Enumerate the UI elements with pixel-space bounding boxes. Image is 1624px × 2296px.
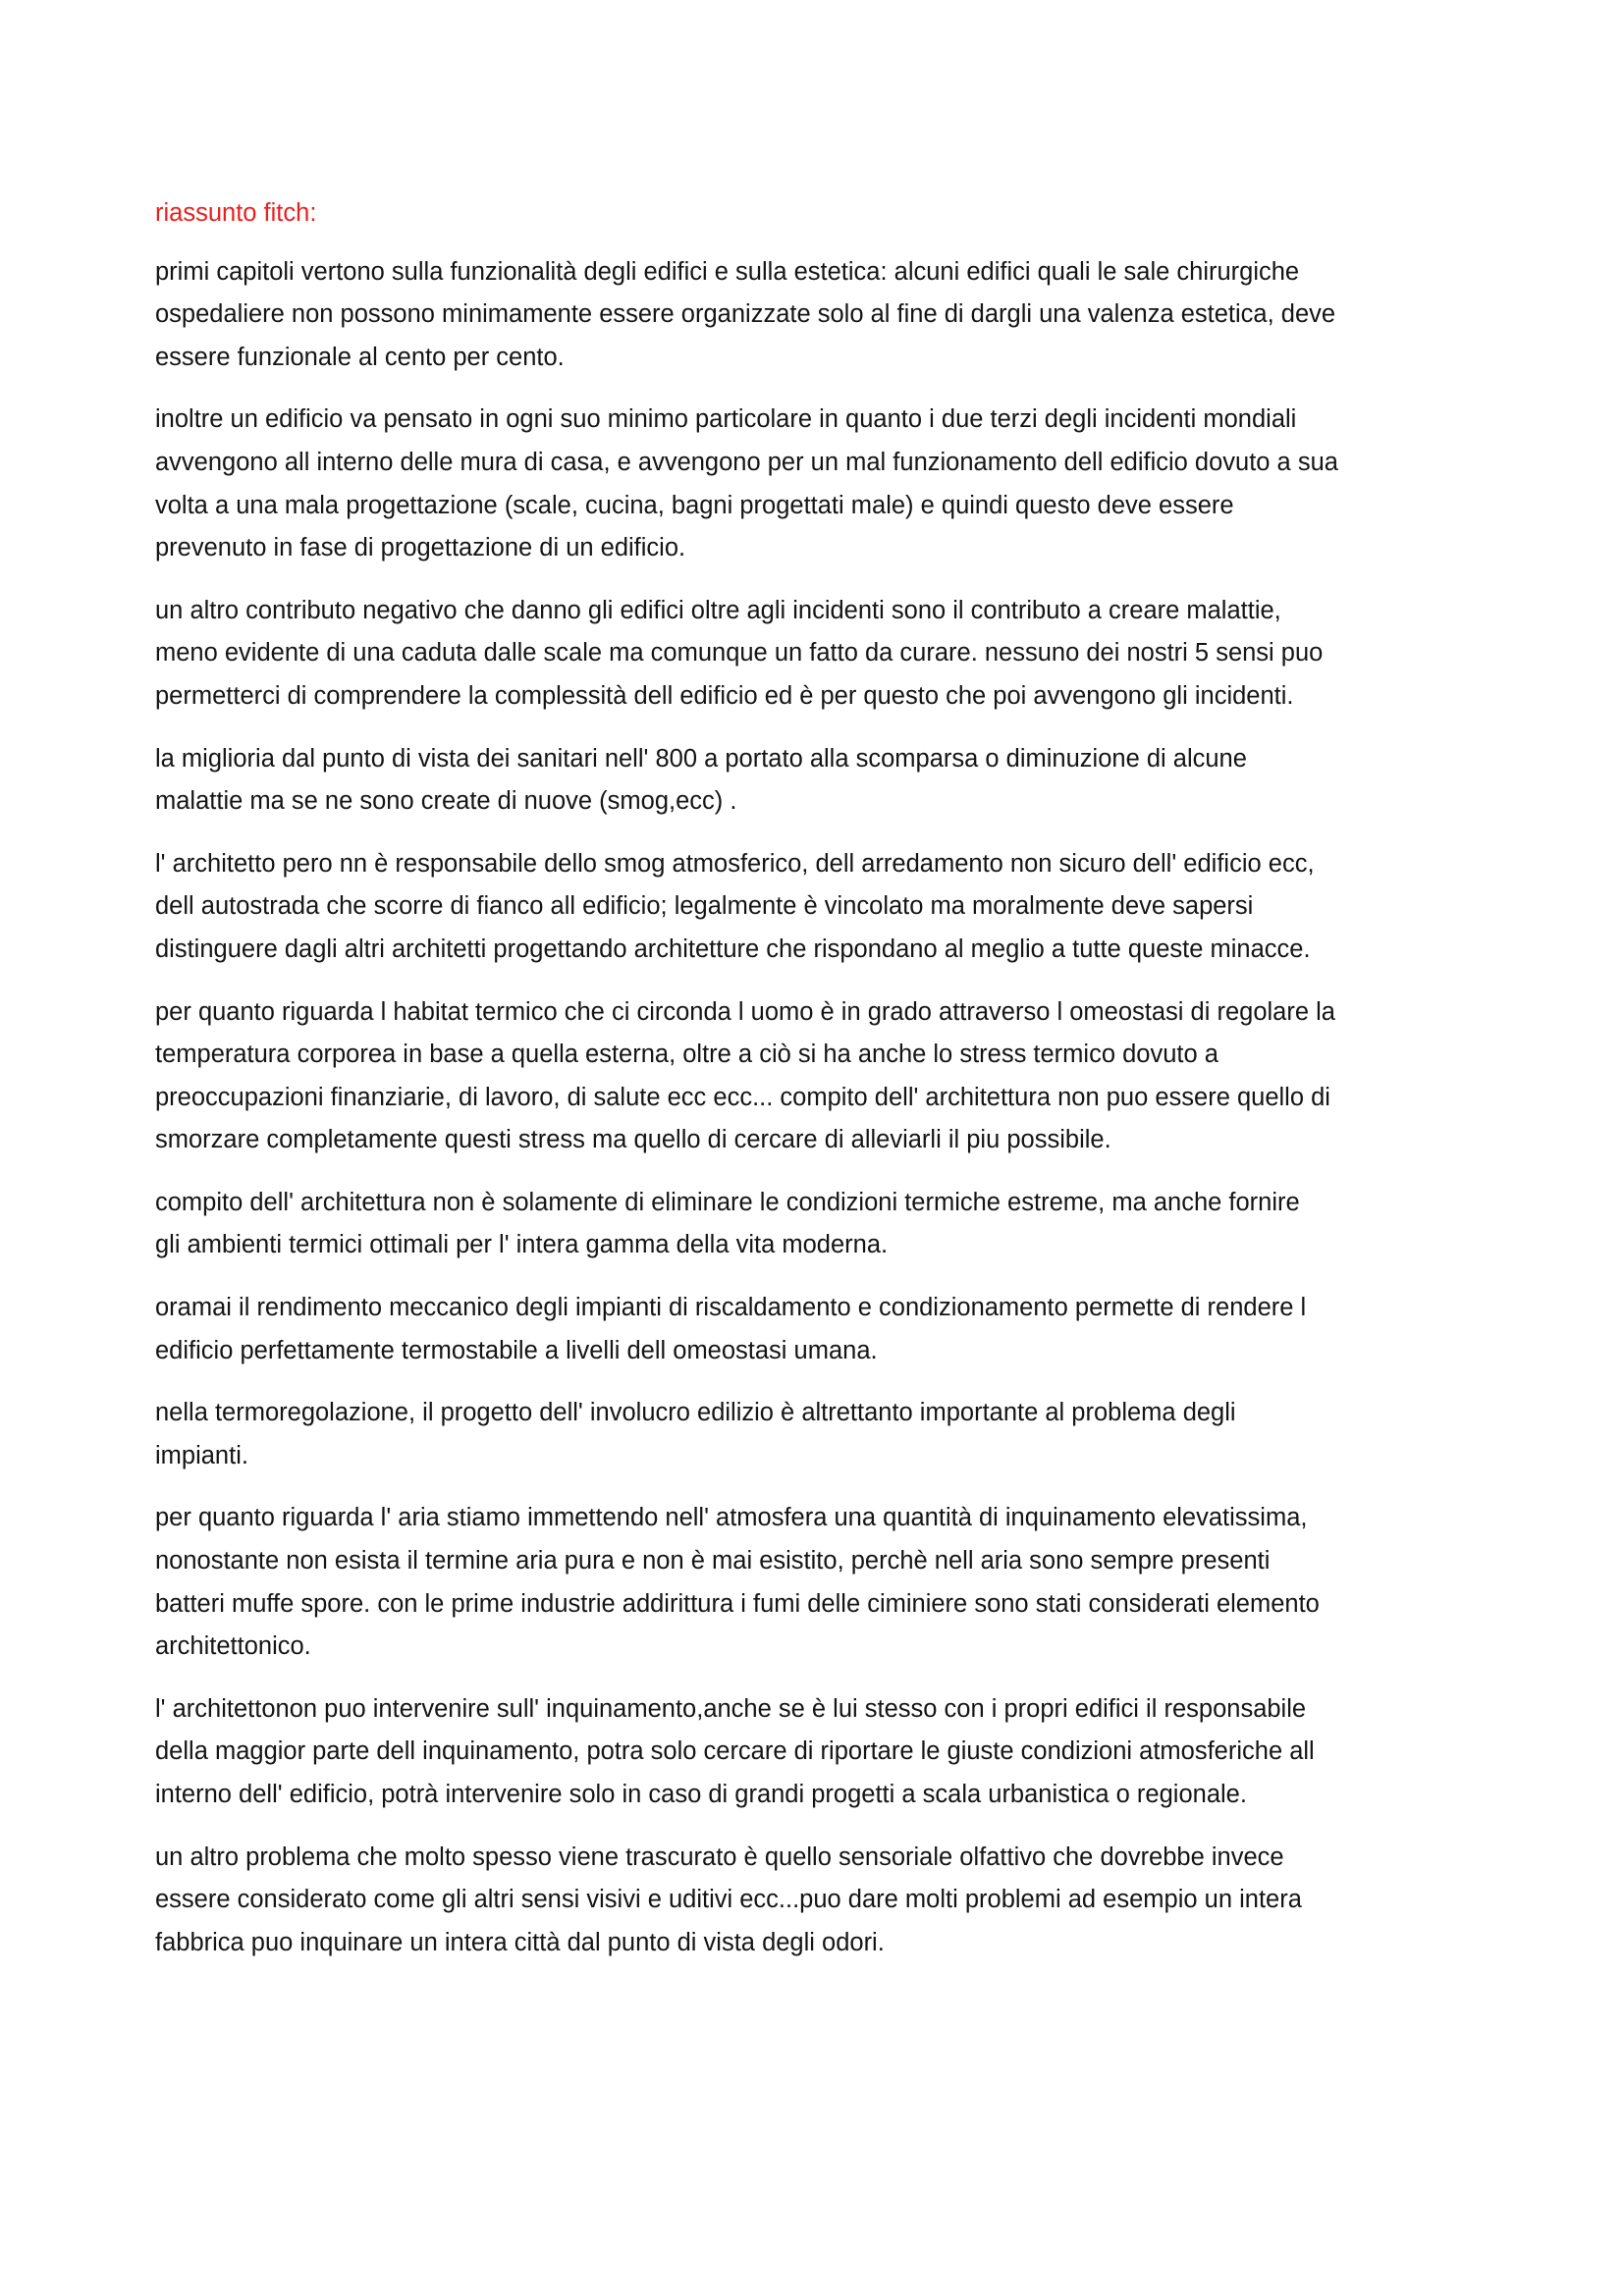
paragraph bbox=[155, 843, 1483, 972]
text-line: architettonico. bbox=[155, 1632, 311, 1661]
text-line: edificio perfettamente termostabile a livelli dell omeostasi umana. bbox=[155, 1336, 878, 1364]
text-line: un altro problema che molto spesso viene trascurato è quello sensoriale olfattivo che dovrebbe invece bbox=[155, 1842, 1284, 1871]
text-line: nella termoregolazione, il progetto dell' involucro edilizio è altrettanto importante al problema degli bbox=[155, 1399, 1236, 1427]
text-line: nonostante non esista il termine aria pura e non è mai esistito, perchè nell aria sono sempre presenti bbox=[155, 1547, 1271, 1575]
paragraph bbox=[155, 1182, 1483, 1267]
paragraph bbox=[155, 991, 1483, 1162]
text-line: distinguere dagli altri architetti progettando architetture che rispondano al meglio a tutte queste minacce. bbox=[155, 934, 1311, 963]
text-line: la miglioria dal punto di vista dei sanitari nell' 800 a portato alla scomparsa o diminuzione di alcune bbox=[155, 744, 1247, 773]
paragraph bbox=[155, 1688, 1483, 1817]
paragraph bbox=[155, 1392, 1483, 1477]
paragraph bbox=[155, 1497, 1483, 1668]
text-line: per quanto riguarda l habitat termico che ci circonda l uomo è in grado attraverso l omeostasi di regolare la bbox=[155, 997, 1335, 1026]
text-line: meno evidente di una caduta dalle scale ma comunque un fatto da curare. nessuno dei nostri 5 sensi puo bbox=[155, 639, 1324, 667]
paragraph bbox=[155, 1287, 1483, 1372]
text-line: essere considerato come gli altri sensi visivi e uditivi ecc...puo dare molti problemi ad esempio un intera bbox=[155, 1886, 1302, 1914]
text-line: temperatura corporea in base a quella esterna, oltre a ciò si ha anche lo stress termico dovuto a bbox=[155, 1041, 1218, 1069]
text-line: malattie ma se ne sono create di nuove (smog,ecc) . bbox=[155, 787, 737, 816]
document-body bbox=[155, 192, 1483, 1984]
text-line: impianti. bbox=[155, 1441, 248, 1469]
paragraph bbox=[155, 251, 1483, 380]
text-line: un altro contributo negativo che danno gli edifici oltre agli incidenti sono il contributo a creare malattie, bbox=[155, 596, 1281, 624]
text-line: volta a una mala progettazione (scale, cucina, bagni progettati male) e quindi questo deve essere bbox=[155, 491, 1234, 519]
document-title: riassunto fitch: bbox=[155, 199, 317, 227]
paragraph bbox=[155, 590, 1483, 719]
text-line: inoltre un edificio va pensato in ogni suo minimo particolare in quanto i due terzi degli incidenti mondiali bbox=[155, 405, 1297, 434]
text-line: batteri muffe spore. con le prime industrie addirittura i fumi delle ciminiere sono stati considerati elemento bbox=[155, 1589, 1320, 1618]
text-line: interno dell' edificio, potrà intervenire solo in caso di grandi progetti a scala urbanistica o regionale. bbox=[155, 1781, 1247, 1808]
text-line: compito dell' architettura non è solamente di eliminare le condizioni termiche estreme, ma anche fornire bbox=[155, 1188, 1300, 1216]
text-line: smorzare completamente questi stress ma quello di cercare di alleviarli il piu possibile. bbox=[155, 1126, 1111, 1154]
text-line: avvengono all interno delle mura di casa, e avvengono per un mal funzionamento dell edificio dovuto a sua bbox=[155, 448, 1338, 476]
text-line: fabbrica puo inquinare un intera città dal punto di vista degli odori. bbox=[155, 1928, 885, 1956]
text-line: della maggior parte dell inquinamento, potra solo cercare di riportare le giuste condizioni atmosferiche all bbox=[155, 1737, 1315, 1766]
paragraph-list bbox=[155, 251, 1483, 1965]
text-line: ospedaliere non possono minimamente essere organizzate solo al fine di dargli una valenza estetica, deve bbox=[155, 300, 1336, 329]
paragraph bbox=[155, 738, 1483, 824]
text-line: l' architetto pero nn è responsabile dello smog atmosferico, dell arredamento non sicuro dell' edificio ecc, bbox=[155, 849, 1315, 878]
text-line: gli ambienti termici ottimali per l' intera gamma della vita moderna. bbox=[155, 1231, 889, 1259]
text-line: per quanto riguarda l' aria stiamo immettendo nell' atmosfera una quantità di inquinamento elevatissima, bbox=[155, 1504, 1308, 1532]
text-line: prevenuto in fase di progettazione di un edificio. bbox=[155, 534, 686, 562]
text-line: essere funzionale al cento per cento. bbox=[155, 343, 565, 371]
text-line: oramai il rendimento meccanico degli impianti di riscaldamento e condizionamento permette di rendere l bbox=[155, 1294, 1307, 1322]
paragraph bbox=[155, 1837, 1483, 1965]
text-line: dell autostrada che scorre di fianco all edificio; legalmente è vincolato ma moralmente deve sapersi bbox=[155, 892, 1254, 921]
paragraph bbox=[155, 399, 1483, 569]
text-line: permetterci di comprendere la complessità dell edificio ed è per questo che poi avvengono gli incidenti. bbox=[155, 681, 1294, 710]
text-line: primi capitoli vertono sulla funzionalità degli edifici e sulla estetica: alcuni edifici quali le sale chirurgiche bbox=[155, 257, 1300, 286]
text-line: preoccupazioni finanziarie, di lavoro, di salute ecc ecc... compito dell' architettura non puo essere quello di bbox=[155, 1083, 1330, 1111]
text-line: l' architettonon puo intervenire sull' inquinamento,anche se è lui stesso con i propri edifici il responsabile bbox=[155, 1694, 1307, 1723]
